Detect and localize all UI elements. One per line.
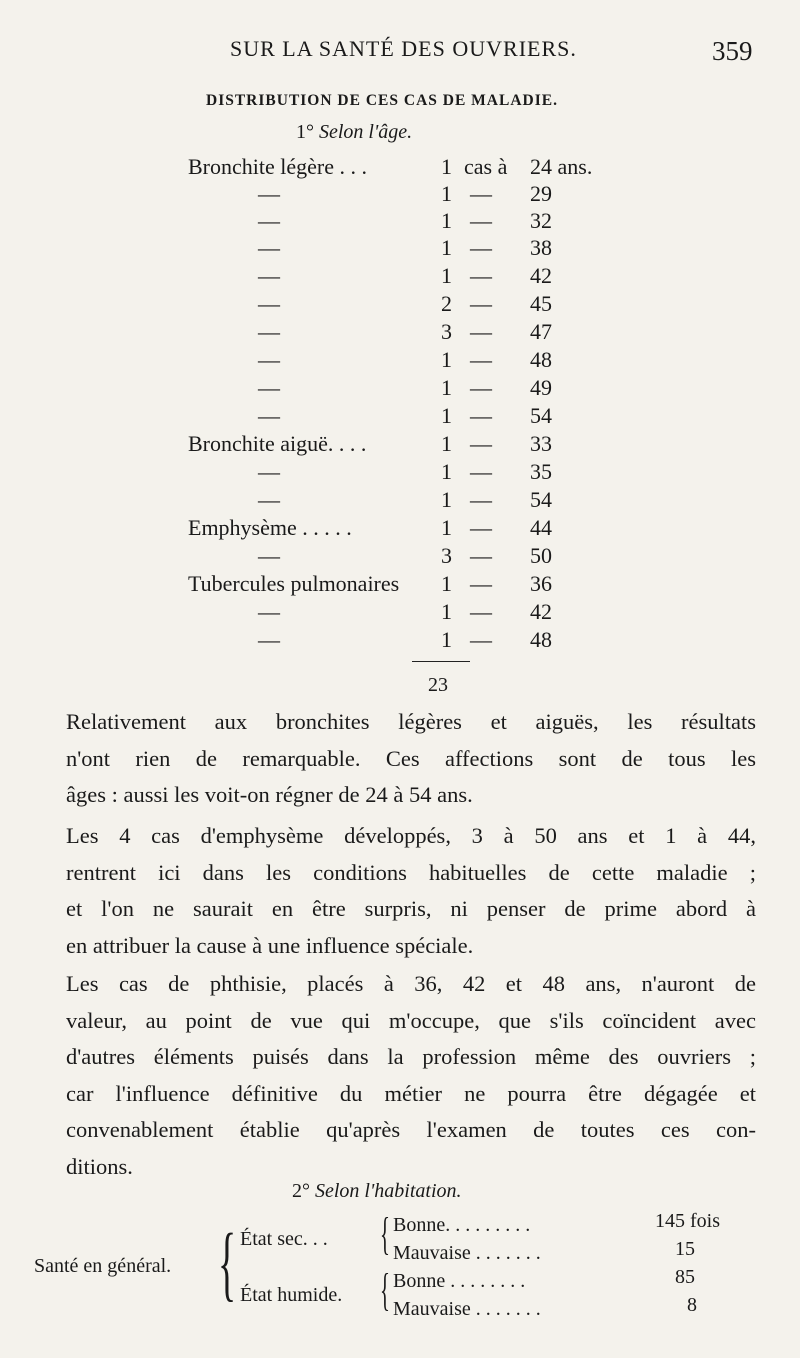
text-line: et l'on ne saurait en être surpris, ni penser de prime abord à [66, 896, 756, 921]
age-value: 49 [530, 375, 552, 400]
text-line: rentrent ici dans les conditions habituelles de cette maladie ; [66, 859, 756, 885]
case-count: 1 [441, 431, 452, 456]
count-value: 145 fois [655, 1210, 720, 1232]
case-count: 1 [441, 571, 452, 596]
paragraph-phthisis [66, 966, 756, 1185]
age-value: 42 [530, 263, 552, 288]
page-number: 359 [712, 36, 753, 66]
brace-icon: { [380, 1264, 390, 1315]
case-count: 1 [441, 375, 452, 400]
paragraph-bronchitis [66, 704, 756, 814]
table-row [0, 627, 800, 654]
text-line: âges : aussi les voit-on régner de 24 à 54 ans. [66, 782, 473, 807]
ditto-dash: — [258, 181, 280, 206]
ditto-dash: — [258, 208, 280, 233]
count-value: 8 [687, 1294, 697, 1316]
row-separator: — [470, 515, 492, 540]
ditto-dash: — [258, 599, 280, 624]
age-value: 48 [530, 347, 552, 372]
age-value: 44 [530, 515, 552, 540]
ditto-dash: — [258, 347, 280, 372]
quality-label: Mauvaise . . . . . . . [393, 1298, 541, 1320]
count-value: 15 [675, 1238, 695, 1260]
age-value: 47 [530, 319, 552, 344]
text-line: d'autres éléments puisés dans la profession même des ouvriers ; [66, 1044, 756, 1069]
count-value: 85 [675, 1266, 695, 1288]
subsection-habitation-heading [292, 1180, 462, 1203]
row-separator: — [470, 627, 492, 652]
row-separator: — [470, 403, 492, 428]
section-title: DISTRIBUTION DE CES CAS DE MALADIE. [206, 92, 558, 109]
subsection-number: 1° [296, 121, 314, 143]
row-separator: — [470, 181, 492, 206]
condition-label-dry: État sec. . . [240, 1228, 328, 1250]
table-row [0, 319, 800, 346]
age-value: 54 [530, 403, 552, 428]
row-separator: — [470, 347, 492, 372]
row-separator: — [470, 375, 492, 400]
disease-label: Emphysème . . . . . [188, 515, 352, 540]
row-separator: — [470, 459, 492, 484]
subsection-title: Selon l'habitation. [315, 1180, 462, 1202]
row-separator: — [470, 571, 492, 596]
running-head: SUR LA SANTÉ DES OUVRIERS. [230, 36, 577, 61]
condition-label-humid: État humide. [240, 1284, 343, 1306]
age-value: 29 [530, 181, 552, 206]
row-separator: — [470, 487, 492, 512]
ditto-dash: — [258, 235, 280, 260]
table-row [0, 208, 800, 235]
ditto-dash: — [258, 403, 280, 428]
ditto-dash: — [258, 627, 280, 652]
row-separator: — [470, 431, 492, 456]
row-separator: cas à [464, 154, 508, 179]
case-count: 1 [441, 347, 452, 372]
subsection-title: Selon l'âge. [319, 121, 413, 143]
case-count: 1 [441, 459, 452, 484]
case-count: 1 [441, 515, 452, 540]
age-value: 33 [530, 431, 552, 456]
table-row [0, 181, 800, 208]
case-count: 1 [441, 487, 452, 512]
text-line: Relativement aux bronchites légères et aiguës, les résultats [66, 709, 756, 734]
age-value: 54 [530, 487, 552, 512]
disease-label: Bronchite aiguë. . . . [188, 431, 367, 456]
quality-label: Mauvaise . . . . . . . [393, 1242, 541, 1264]
age-value: 48 [530, 627, 552, 652]
disease-label: Tubercules pulmonaires [188, 571, 400, 596]
table-row [0, 431, 800, 458]
table-row [0, 571, 800, 598]
quality-label: Bonne. . . . . . . . . [393, 1214, 531, 1236]
total-rule [412, 661, 470, 662]
age-value: 38 [530, 235, 552, 260]
brace-icon: { [218, 1217, 237, 1310]
row-separator: — [470, 543, 492, 568]
case-count: 1 [441, 403, 452, 428]
paragraph-emphysema [66, 818, 756, 964]
text-line: en attribuer la cause à une influence spéciale. [66, 932, 474, 958]
table-row [0, 235, 800, 262]
ditto-dash: — [258, 375, 280, 400]
table-row [0, 291, 800, 318]
text-line: ditions. [66, 1153, 133, 1179]
text-line: Les cas de phthisie, placés à 36, 42 et 48 ans, n'auront de [66, 971, 756, 996]
table-row [0, 263, 800, 290]
ditto-dash: — [258, 459, 280, 484]
case-count: 2 [441, 291, 452, 316]
text-line: valeur, au point de vue qui m'occupe, que s'ils coïncident avec [66, 1007, 756, 1033]
row-separator: — [470, 291, 492, 316]
ditto-dash: — [258, 291, 280, 316]
age-value: 36 [530, 571, 552, 596]
subsection-number: 2° [292, 1180, 310, 1202]
ditto-dash: — [258, 319, 280, 344]
case-count: 1 [441, 599, 452, 624]
table-row [0, 403, 800, 430]
row-separator: — [470, 319, 492, 344]
table-row [0, 375, 800, 402]
table-row [0, 459, 800, 486]
subsection-age-heading [296, 121, 412, 144]
table-row [0, 543, 800, 570]
age-value: 32 [530, 208, 552, 233]
case-count: 3 [441, 319, 452, 344]
age-value: 45 [530, 291, 552, 316]
age-value: 24 ans. [530, 154, 593, 179]
case-count: 1 [441, 263, 452, 288]
table-row [0, 487, 800, 514]
ditto-dash: — [258, 543, 280, 568]
table-row [0, 599, 800, 626]
row-separator: — [470, 208, 492, 233]
case-count: 1 [441, 208, 452, 233]
case-count: 1 [441, 181, 452, 206]
case-count: 1 [441, 627, 452, 652]
case-count: 1 [441, 154, 452, 179]
age-value: 42 [530, 599, 552, 624]
case-count: 1 [441, 235, 452, 260]
total-count: 23 [428, 674, 448, 696]
text-line: n'ont rien de remarquable. Ces affections sont de tous les [66, 745, 756, 771]
group-label: Santé en général. [34, 1255, 172, 1277]
row-separator: — [470, 235, 492, 260]
row-separator: — [470, 263, 492, 288]
text-line: convenablement établie qu'après l'examen de toutes ces con- [66, 1117, 756, 1142]
case-count: 3 [441, 543, 452, 568]
quality-label: Bonne . . . . . . . . [393, 1270, 526, 1292]
text-line: car l'influence définitive du métier ne pourra être dégagée et [66, 1080, 756, 1106]
ditto-dash: — [258, 487, 280, 512]
brace-icon: { [380, 1208, 390, 1259]
row-separator: — [470, 599, 492, 624]
table-row [0, 515, 800, 542]
age-value: 35 [530, 459, 552, 484]
ditto-dash: — [258, 263, 280, 288]
disease-label: Bronchite légère . . . [188, 154, 367, 179]
table-row [0, 154, 800, 181]
text-line: Les 4 cas d'emphysème développés, 3 à 50 ans et 1 à 44, [66, 823, 756, 848]
table-row [0, 347, 800, 374]
age-value: 50 [530, 543, 552, 568]
